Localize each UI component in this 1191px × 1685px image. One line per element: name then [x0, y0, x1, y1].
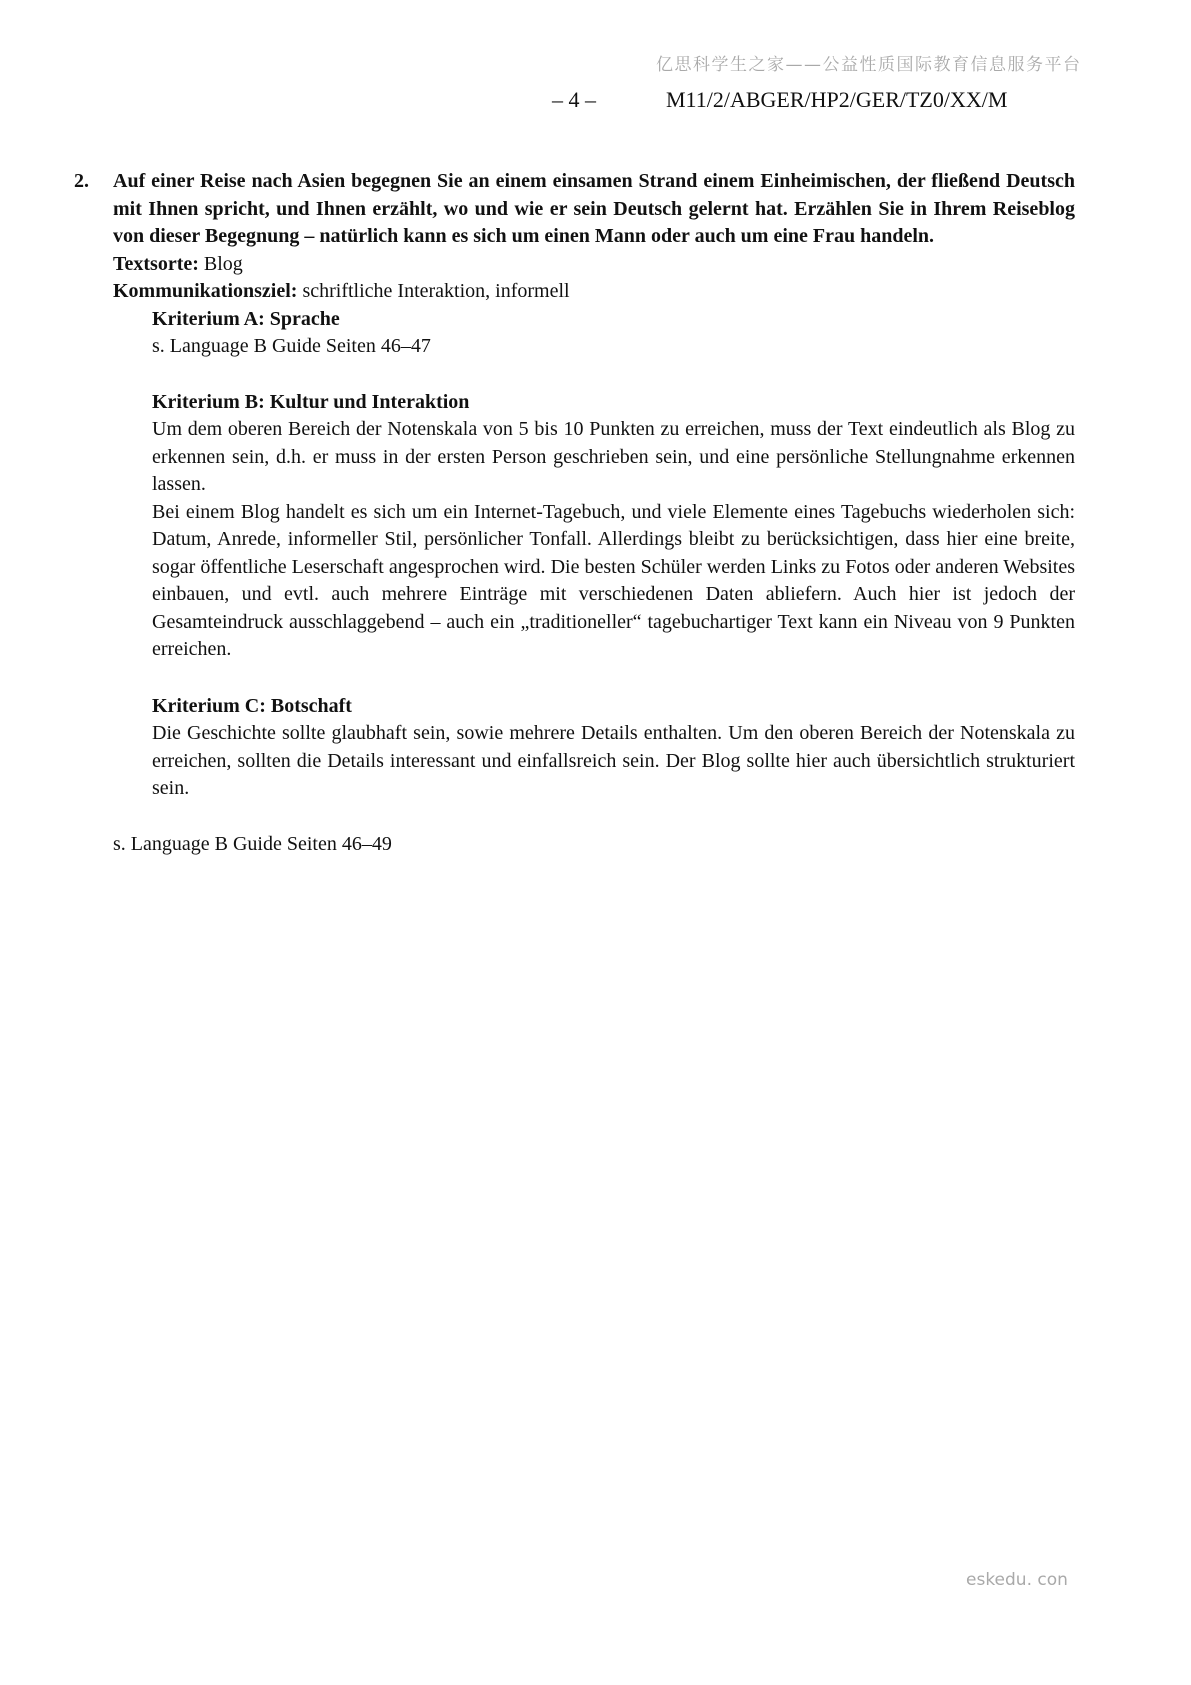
textsorte-value: Blog	[198, 252, 243, 275]
kriterium-b-paragraph-1: Um dem oberen Bereich der Notenskala von 5 bis 10 Punkten zu erreichen, muss der Text eindeutlich als Blog zu erkennen sein, d.h. er muss in der ersten Person geschrieben sein, und eine persönliche Stellungnahme erkennen lassen.	[152, 418, 1075, 495]
kommunikationsziel-line	[113, 278, 1075, 306]
document-code: M11/2/ABGER/HP2/GER/TZ0/XX/M	[666, 87, 1008, 112]
page-content	[74, 168, 1075, 858]
question-number: 2.	[74, 170, 89, 192]
kriterium-b-section	[152, 389, 1075, 664]
kommunikationsziel-value: schriftliche Interaktion, informell	[297, 280, 570, 302]
kriterium-a-section	[152, 306, 1075, 361]
page-number: – 4 –	[552, 87, 596, 112]
textsorte-label: Textsorte:	[113, 252, 199, 275]
footer-guide-reference: s. Language B Guide Seiten 46–49	[113, 832, 392, 855]
kriterium-b-paragraph-2: Bei einem Blog handelt es sich um ein Internet-Tagebuch, und viele Elemente eines Tagebuchs wiederholen sich: Datum, Anrede, informeller Stil, persönlicher Tonfall. Allerdings bleibt zu berücksichtigen, dass hier eine breite, sogar öffentliche Leserschaft angesprochen wird. Die besten Schüler werden Links zu Fotos oder anderen Websites einbauen, und evtl. auch mehrere Einträge mit verschiedenen Daten abliefern. Auch hier ist jedoch der Gesamteindruck ausschlaggebend – auch ein „traditioneller“ tagebuchartiger Text kann ein Niveau von 9 Punkten erreichen.	[152, 500, 1075, 660]
kriterium-b-heading: Kriterium B: Kultur und Interaktion	[152, 390, 470, 413]
kommunikationsziel-label: Kommunikationsziel:	[113, 280, 298, 302]
top-watermark: 亿思科学生之家——公益性质国际教育信息服务平台	[656, 55, 1082, 75]
kriterium-c-section	[152, 693, 1075, 803]
textsorte-line	[113, 251, 1075, 279]
kriterium-a-guide-reference: s. Language B Guide Seiten 46–47	[152, 335, 431, 357]
question-text: Auf einer Reise nach Asien begegnen Sie an einem einsamen Strand einem Einheimischen, der fließend Deutsch mit Ihnen spricht, und Ihnen erzählt, wo und wie er sein Deutsch gelernt hat. Erzählen Sie in Ihrem Reiseblog von dieser Begegnung – natürlich kann es sich um einen Mann oder auch um eine Frau handeln.	[113, 170, 1075, 247]
bottom-watermark: eskedu. con	[966, 1570, 1068, 1590]
kriterium-c-heading: Kriterium C: Botschaft	[152, 694, 352, 717]
question-2	[74, 168, 1075, 251]
kriterium-a-heading: Kriterium A: Sprache	[152, 307, 340, 330]
kriterium-c-paragraph: Die Geschichte sollte glaubhaft sein, sowie mehrere Details enthalten. Um den oberen Bereich der Notenskala zu erreichen, sollten die Details interessant und einfallsreich sein. Der Blog sollte hier auch übersichtlich strukturiert sein.	[152, 722, 1075, 799]
